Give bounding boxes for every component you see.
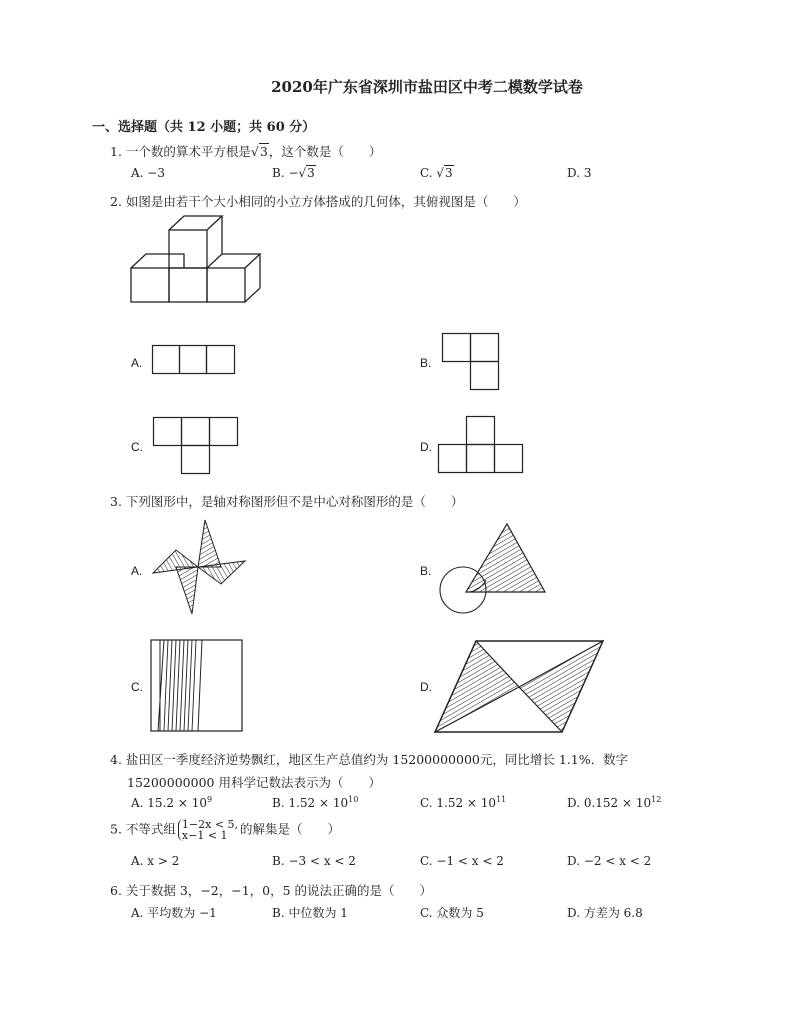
- question-1-stem: 1. 一个数的算术平方根是√3，这个数是（ ）: [110, 144, 382, 159]
- q5-inequality-2: x−1 < 1: [181, 829, 228, 842]
- question-3-stem: 3. 下列图形中，是轴对称图形但不是中心对称图形的是（ ）: [110, 494, 464, 509]
- q5-option-b[interactable]: B. −3 < x < 2: [272, 854, 356, 868]
- q4-option-b-exponent: 10: [348, 795, 359, 804]
- q1-stem-a: 1. 一个数的算术平方根是: [110, 144, 251, 159]
- q4-option-d-base: D. 0.152 × 10: [567, 796, 652, 810]
- q5-stem-b: 的解集是（ ）: [240, 821, 341, 837]
- q4-option-b-base: B. 1.52 × 10: [272, 796, 349, 810]
- q6-option-c[interactable]: C. 众数为 5: [420, 906, 484, 920]
- question-4-line-1: 4. 盐田区一季度经济逆势飘红，地区生产总值约为 15200000000元，同比增长 1.1%．数字: [110, 752, 629, 767]
- question-5-stem: [110, 819, 340, 841]
- question-4-line-2: 15200000000 用科学记数法表示为（ ）: [127, 775, 381, 790]
- page-title: 2020年广东省深圳市盐田区中考二模数学试卷: [271, 78, 583, 96]
- q3-option-d-label[interactable]: D.: [420, 680, 432, 694]
- q1-option-c-prefix: C.: [420, 166, 437, 180]
- q4-option-d-exponent: 12: [651, 795, 662, 804]
- q5-inequality-1: 1−2x < 5,: [181, 818, 239, 831]
- q5-option-c[interactable]: C. −1 < x < 2: [420, 854, 504, 868]
- q4-option-c-base: C. 1.52 × 10: [420, 796, 497, 810]
- q3-option-c-label[interactable]: C.: [131, 680, 143, 694]
- q1-option-d[interactable]: D. 3: [567, 166, 592, 180]
- q4-option-b[interactable]: [272, 795, 358, 810]
- q2-option-b-label[interactable]: B.: [420, 356, 432, 370]
- section-heading: 一、选择题（共 12 小题；共 60 分）: [92, 120, 316, 135]
- q1-option-c[interactable]: C. √3: [420, 166, 453, 180]
- q6-option-b[interactable]: B. 中位数为 1: [272, 906, 348, 920]
- q1-radicand: 3: [259, 144, 268, 159]
- q6-option-a[interactable]: A. 平均数为 −1: [131, 906, 217, 920]
- q4-option-d[interactable]: [567, 795, 661, 810]
- q1-option-b-prefix: B. −: [272, 166, 299, 180]
- q5-inequality-system: [178, 819, 238, 841]
- q2-option-d-label[interactable]: D.: [420, 440, 432, 454]
- q3-option-b-label[interactable]: B.: [420, 564, 432, 578]
- q3-option-a-label[interactable]: A.: [131, 564, 143, 578]
- q1-option-b[interactable]: B. −√3: [272, 166, 315, 180]
- q4-option-c[interactable]: [420, 795, 506, 810]
- q1-option-c-radicand: 3: [445, 166, 453, 180]
- q6-option-d[interactable]: D. 方差为 6.8: [567, 906, 643, 920]
- question-2-stem: 2. 如图是由若干个大小相同的小立方体搭成的几何体，其俯视图是（ ）: [110, 194, 526, 209]
- question-6-stem: 6. 关于数据 3，−2，−1，0，5 的说法正确的是（ ）: [110, 883, 433, 898]
- q4-option-a-base: A. 15.2 × 10: [131, 796, 207, 810]
- q4-option-a-exponent: 9: [206, 795, 213, 804]
- q2-option-c-label[interactable]: C.: [131, 440, 143, 454]
- q5-stem-a: 5. 不等式组: [110, 821, 176, 837]
- q5-option-a[interactable]: A. x > 2: [131, 854, 180, 868]
- q1-option-b-radicand: 3: [307, 166, 315, 180]
- q4-option-c-exponent: 11: [496, 795, 507, 804]
- q2-option-a-label[interactable]: A.: [131, 356, 143, 370]
- q1-option-a[interactable]: A. −3: [131, 166, 165, 180]
- q5-option-d[interactable]: D. −2 < x < 2: [567, 854, 652, 868]
- q4-option-a[interactable]: [131, 795, 212, 810]
- q1-stem-b: ，这个数是（ ）: [268, 144, 382, 159]
